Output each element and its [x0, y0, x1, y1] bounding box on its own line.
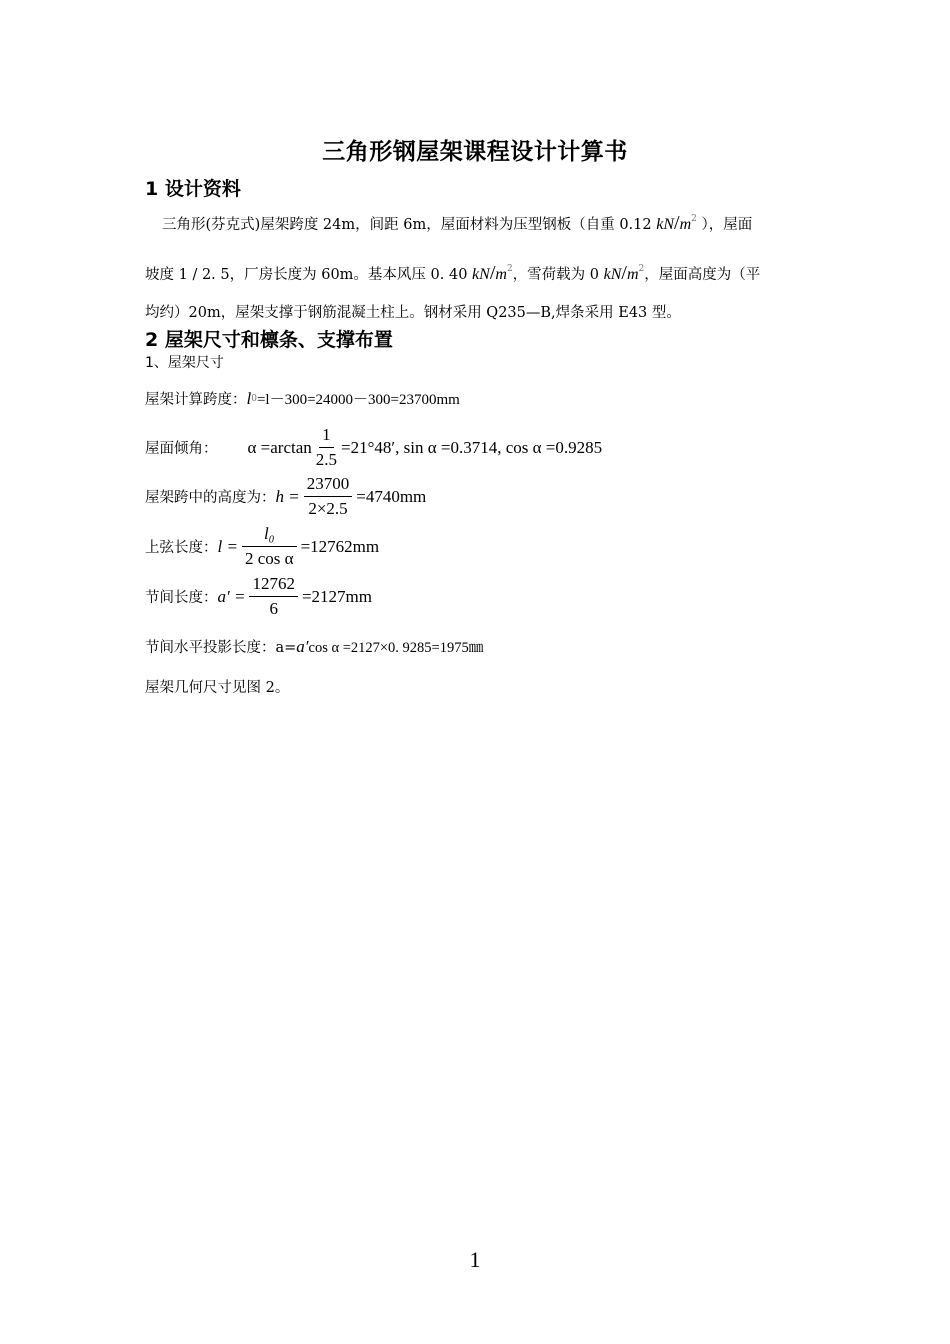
formula-rhs: =12762mm	[300, 536, 380, 556]
unit-slash: /	[621, 262, 627, 284]
formula-value: cos α =2127×0. 9285=1975㎜	[308, 640, 484, 656]
design-data-line-3: 均约）20m，屋架支撑于钢筋混凝土柱上。钢材采用 Q235—B,焊条采用 E43 型。	[145, 305, 681, 321]
subsection-heading: 1、屋架尺寸	[145, 355, 224, 371]
height-formula	[145, 473, 426, 520]
unit-m: m	[626, 266, 639, 283]
formula-label: 屋架计算跨度：	[145, 392, 247, 408]
unit-kn: kN	[656, 216, 674, 233]
formula-label: 上弦长度：	[145, 540, 218, 556]
fraction	[249, 573, 298, 620]
page-title: 三角形钢屋架课程设计计算书	[322, 138, 628, 165]
geometry-note: 屋架几何尺寸见图 2。	[145, 680, 290, 696]
formula-label: 节间长度：	[145, 590, 218, 606]
page-number: 1	[469, 1247, 481, 1272]
subscript: 0	[251, 393, 257, 404]
symbol-a-prime: a′	[296, 636, 309, 656]
formula-rhs: =4740mm	[356, 486, 427, 506]
unit-slash: /	[489, 262, 496, 284]
unit-m: m	[495, 266, 507, 283]
unit-exponent: 2	[638, 264, 645, 274]
panel-formula	[145, 573, 372, 620]
section-1-heading: 1 设计资料	[145, 178, 241, 200]
projection-formula	[145, 636, 483, 657]
denominator: 2×2.5	[308, 499, 348, 518]
formula-lhs: h =	[275, 486, 300, 506]
text-run: ，雪荷载为 0	[512, 267, 600, 283]
formula-label: 屋面倾角：	[145, 441, 218, 457]
text-run: 坡度 1 / 2. 5，厂房长度为 60m。基本风压 0. 40	[145, 267, 468, 283]
fraction	[304, 473, 353, 520]
formula-label: 屋架跨中的高度为：	[145, 490, 276, 506]
formula-lhs: α =arctan	[247, 437, 312, 457]
unit-m: m	[679, 216, 692, 233]
formula-value: =l－300=24000－300=23700mm	[256, 392, 460, 408]
chord-formula	[145, 523, 379, 570]
fraction	[242, 523, 297, 570]
formula-lhs: a′ =	[217, 586, 246, 606]
formula-label: 节间水平投影长度：a=	[145, 640, 297, 656]
unit-slash: /	[674, 212, 680, 234]
section-2-heading: 2 屋架尺寸和檩条、支撑布置	[145, 329, 393, 351]
formula-rhs: =21°48′, sin α =0.3714, cos α =0.9285	[341, 437, 603, 457]
fraction	[316, 424, 337, 471]
numerator: l₀	[242, 523, 297, 547]
denominator: 6	[269, 599, 278, 618]
formula-rhs: =2127mm	[301, 586, 372, 606]
unit-kn: kN	[472, 266, 490, 283]
text-run: ），屋面	[701, 217, 753, 233]
numerator: 12762	[249, 573, 298, 597]
symbol-l0: l	[246, 388, 252, 408]
text-run: 三角形(芬克式)屋架跨度 24m，间距 6m，屋面材料为压型钢板（自重 0.12	[162, 217, 652, 233]
numerator: 1	[319, 424, 334, 448]
unit-kn: kN	[603, 266, 622, 283]
design-data-line-2	[145, 262, 760, 285]
denominator: 2 cos α	[244, 549, 294, 568]
span-formula	[145, 388, 460, 409]
text-run: ，屋面高度为（平	[644, 267, 761, 283]
angle-formula	[145, 424, 602, 471]
numerator: 23700	[304, 473, 353, 497]
design-data-line-1	[162, 212, 752, 235]
formula-lhs: l =	[217, 536, 238, 556]
unit-exponent: 2	[506, 264, 513, 274]
denominator: 2.5	[315, 450, 338, 469]
unit-exponent: 2	[691, 214, 697, 224]
